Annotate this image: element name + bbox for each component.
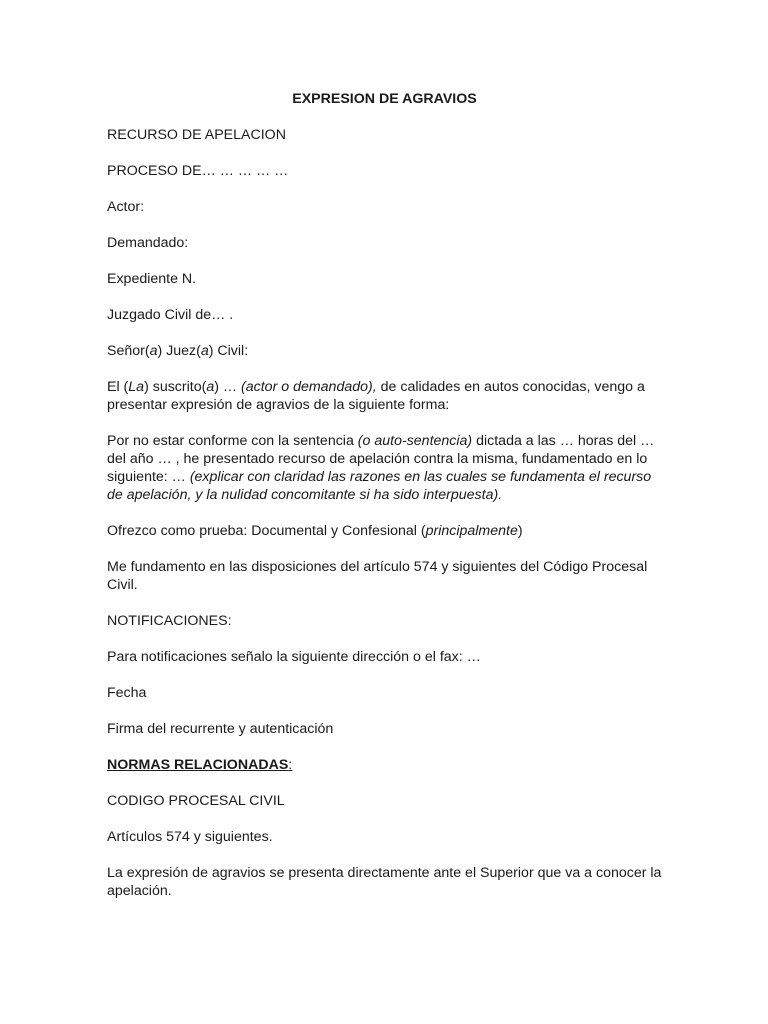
salutation-part: Señor( xyxy=(107,343,150,359)
document-title: EXPRESION DE AGRAVIOS xyxy=(292,91,477,107)
grounds-part: dictada a las … horas del … del año … , he presentado recurso de apelación contra la misma, fundamentado en lo siguiente: … xyxy=(107,433,655,485)
grounds-part: Por no estar conforme con la sentencia xyxy=(107,433,358,449)
intro-part: (actor o demandado), xyxy=(241,379,377,395)
legal-basis-paragraph: Me fundamento en las disposiciones del artículo 574 y siguientes del Código Procesal Civil. xyxy=(107,559,648,593)
intro-part: El ( xyxy=(107,379,129,395)
proceso-line: PROCESO DE… … … … … xyxy=(107,163,289,179)
related-norms-colon: : xyxy=(288,757,293,773)
intro-part: a xyxy=(206,379,215,395)
document-body xyxy=(107,90,667,918)
notifications-paragraph: Para notificaciones señalo la siguiente dirección o el fax: … xyxy=(107,649,481,665)
articles-line: Artículos 574 y siguientes. xyxy=(107,829,273,845)
date-line: Fecha xyxy=(107,685,147,701)
intro-part: ) … xyxy=(214,379,242,395)
demandado-line: Demandado: xyxy=(107,235,189,251)
grounds-part: (explicar con claridad las razones en las cuales se fundamenta el recurso de apelación, y la nulidad concomitante si ha sido interpuesta). xyxy=(107,469,652,503)
intro-part: ) suscrito( xyxy=(144,379,207,395)
grounds-paragraph xyxy=(107,432,667,504)
evidence-paragraph xyxy=(107,522,667,540)
related-norms-heading xyxy=(107,756,667,774)
salutation-part: ) Juez( xyxy=(157,343,201,359)
closing-paragraph: La expresión de agravios se presenta directamente ante el Superior que va a conocer la apelación. xyxy=(107,865,662,899)
intro-part: de calidades en autos conocidas, vengo a presentar expresión de agravios de la siguiente forma: xyxy=(107,379,645,413)
related-norms-label: NORMAS RELACIONADAS xyxy=(107,757,289,773)
salutation-part: a xyxy=(149,343,158,359)
salutation-part: a xyxy=(200,343,209,359)
salutation-part: ) Civil: xyxy=(208,343,249,359)
notifications-heading: NOTIFICACIONES: xyxy=(107,613,232,629)
evidence-part: ) xyxy=(517,523,523,539)
evidence-part: principalmente xyxy=(425,523,518,539)
expediente-line: Expediente N. xyxy=(107,271,197,287)
code-line: CODIGO PROCESAL CIVIL xyxy=(107,793,285,809)
juzgado-line: Juzgado Civil de… . xyxy=(107,307,234,323)
signature-line: Firma del recurrente y autenticación xyxy=(107,721,334,737)
salutation-line xyxy=(107,342,667,360)
intro-part: La xyxy=(128,379,145,395)
intro-paragraph xyxy=(107,378,667,414)
recurso-line: RECURSO DE APELACION xyxy=(107,127,286,143)
grounds-part: (o auto-sentencia) xyxy=(357,433,473,449)
actor-line: Actor: xyxy=(107,199,145,215)
evidence-part: Ofrezco como prueba: Documental y Confesional ( xyxy=(107,523,426,539)
